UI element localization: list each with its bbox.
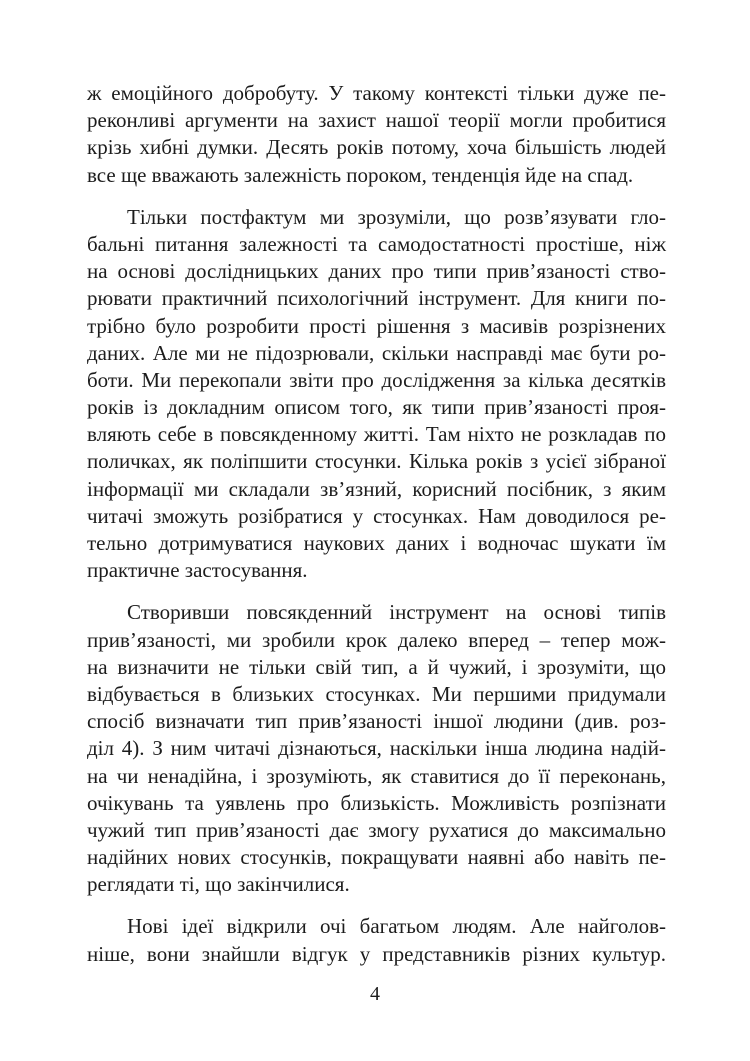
text-line: на основі дослідницьких даних про типи прив’язаності ство- bbox=[87, 259, 666, 284]
paragraph-2 bbox=[87, 204, 666, 585]
text-line: вляють себе в повсякденному житті. Там ніхто не розкладав по bbox=[87, 422, 666, 447]
paragraph-4 bbox=[87, 913, 666, 967]
text-line: Створивши повсякденний інструмент на основі типів bbox=[127, 600, 666, 625]
text-line: все ще вважають залежність пороком, тенденція йде на спад. bbox=[87, 162, 634, 187]
text-line: поличках, як поліпшити стосунки. Кілька років з усієї зібраної bbox=[87, 449, 666, 474]
text-line: тельно дотримуватися наукових даних і водночас шукати їм bbox=[87, 531, 666, 555]
text-line: інформації ми складали зв’язний, корисний посібник, з яким bbox=[87, 476, 666, 501]
text-line: читачі зможуть розібратися у стосунках. Нам доводилося ре- bbox=[87, 503, 666, 528]
text-line: відбувається в близьких стосунках. Ми першими придумали bbox=[87, 681, 666, 706]
text-line: Нові ідеї відкрили очі багатьом людям. Але найголов- bbox=[127, 914, 666, 939]
text-line: крізь хибні думки. Десять років потому, хоча більшість людей bbox=[87, 135, 666, 160]
text-line: діл 4). З ним читачі дізнаються, наскільки інша людина надій- bbox=[87, 736, 666, 761]
text-line: очікувань та уявлень про близькість. Можливість розпізнати bbox=[87, 790, 666, 815]
text-line: бальні питання залежності та самодостатності простіше, ніж bbox=[87, 231, 666, 256]
page-number: 4 bbox=[370, 983, 380, 1005]
text-line: прив’язаності, ми зробили крок далеко вперед – тепер мож- bbox=[87, 627, 666, 652]
text-line: Тільки постфактум ми зрозуміли, що розв’язувати гло- bbox=[127, 204, 666, 229]
text-line: рювати практичний психологічний інструмент. Для книги по- bbox=[87, 286, 666, 311]
text-line: реглядати ті, що закінчилися. bbox=[87, 872, 350, 897]
text-line: практичне застосування. bbox=[87, 558, 308, 583]
text-line: спосіб визначати тип прив’язаності іншої людини (див. роз- bbox=[87, 709, 666, 734]
text-line: ніше, вони знайшли відгук у представників різних культур. bbox=[87, 941, 666, 966]
text-line: трібно було розробити прості рішення з масивів розрізнених bbox=[87, 313, 666, 338]
paragraph-3 bbox=[87, 599, 666, 898]
text-line: реконливі аргументи на захист нашої теорії могли пробитися bbox=[87, 108, 666, 133]
text-line: надійних нових стосунків, покращувати наявні або навіть пе- bbox=[87, 845, 666, 870]
text-line: боти. Ми перекопали звіти про дослідження за кілька десятків bbox=[87, 367, 666, 392]
text-line: років із докладним описом того, як типи прив’язаності проя- bbox=[87, 395, 666, 420]
text-line: ж емоційного добробуту. У такому контексті тільки дуже пе- bbox=[87, 81, 666, 105]
text-line: на чи ненадійна, і зрозуміють, як ставитися до її переконань, bbox=[87, 763, 666, 788]
text-line: чужий тип прив’язаності дає змогу рухатися до максимально bbox=[87, 817, 666, 842]
text-line: на визначити не тільки свій тип, а й чужий, і зрозуміти, що bbox=[87, 654, 666, 679]
text-line: даних. Але ми не підозрювали, скільки насправді має бути ро- bbox=[87, 340, 666, 365]
paragraph-1 bbox=[87, 80, 666, 189]
body-text bbox=[87, 80, 666, 983]
